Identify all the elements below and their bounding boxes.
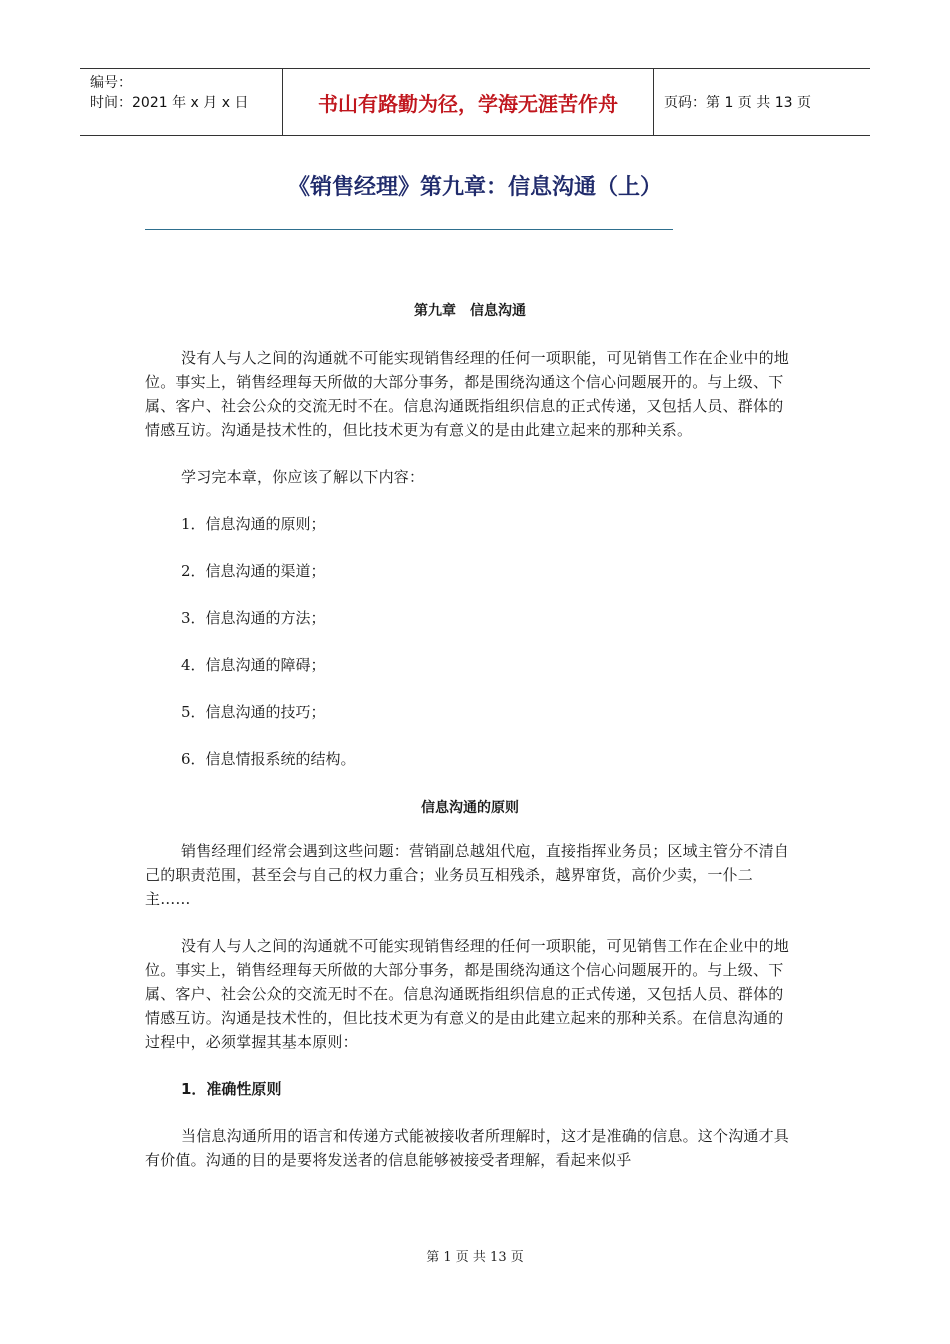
objective-item: 3．信息沟通的方法； [181, 609, 326, 627]
objective-item: 1．信息沟通的原则； [181, 515, 326, 533]
intro-paragraph: 没有人与人之间的沟通就不可能实现销售经理的任何一项职能，可见销售工作在企业中的地位。事实上，销售经理每天所做的大部分事务，都是围绕沟通这个信心问题展开的。与上级、下属、客户、社会公众的交流无时不在。信息沟通既指组织信息的正式传递，又包括人员、群体的情感互访。沟通是技术性的，但比技术更为有意义的是由此建立起来的那种关系。 [145, 349, 790, 439]
header-motto: 书山有路勤为径，学海无涯苦作舟 [318, 91, 618, 116]
section-heading: 信息沟通的原则 [421, 800, 519, 816]
title-underline [145, 229, 673, 230]
accuracy-paragraph: 当信息沟通所用的语言和传递方式能被接收者所理解时，这才是准确的信息。这个沟通才具有价值。沟通的目的是要将发送者的信息能够被接受者理解，看起来似乎 [145, 1127, 790, 1169]
objectives-intro: 学习完本章，你应该了解以下内容： [181, 468, 425, 486]
subheading-accuracy: 1．准确性原则 [181, 1080, 282, 1098]
objective-item: 4．信息沟通的障碍； [181, 656, 326, 674]
page-footer: 第 1 页 共 13 页 [426, 1250, 524, 1265]
objective-item: 2．信息沟通的渠道； [181, 562, 326, 580]
document-time-label: 时间：2021 年 x 月 x 日 [90, 95, 249, 111]
header-meta-cell [80, 69, 282, 135]
section-paragraph: 销售经理们经常会遇到这些问题：营销副总越俎代庖，直接指挥业务员；区域主管分不清自己的职责范围，甚至会与自己的权力重合；业务员互相残杀，越界窜货，高价少卖，一仆二主…… [145, 842, 790, 908]
header-page-info-cell [654, 69, 870, 135]
document-number-label: 编号： [90, 75, 132, 91]
header-page-info: 页码：第 1 页 共 13 页 [664, 95, 811, 111]
objective-item: 5．信息沟通的技巧； [181, 703, 326, 721]
objective-item: 6．信息情报系统的结构。 [181, 750, 356, 768]
chapter-heading: 第九章 信息沟通 [414, 303, 526, 319]
section-paragraph: 没有人与人之间的沟通就不可能实现销售经理的任何一项职能，可见销售工作在企业中的地位。事实上，销售经理每天所做的大部分事务，都是围绕沟通这个信心问题展开的。与上级、下属、客户、社会公众的交流无时不在。信息沟通既指组织信息的正式传递，又包括人员、群体的情感互访。沟通是技术性的，但比技术更为有意义的是由此建立起来的那种关系。在信息沟通的过程中，必须掌握其基本原则： [145, 937, 790, 1051]
header-table [80, 68, 870, 136]
document-title: 《销售经理》第九章：信息沟通（上） [287, 175, 662, 200]
document-body [145, 300, 795, 1172]
header-motto-cell [282, 69, 654, 135]
